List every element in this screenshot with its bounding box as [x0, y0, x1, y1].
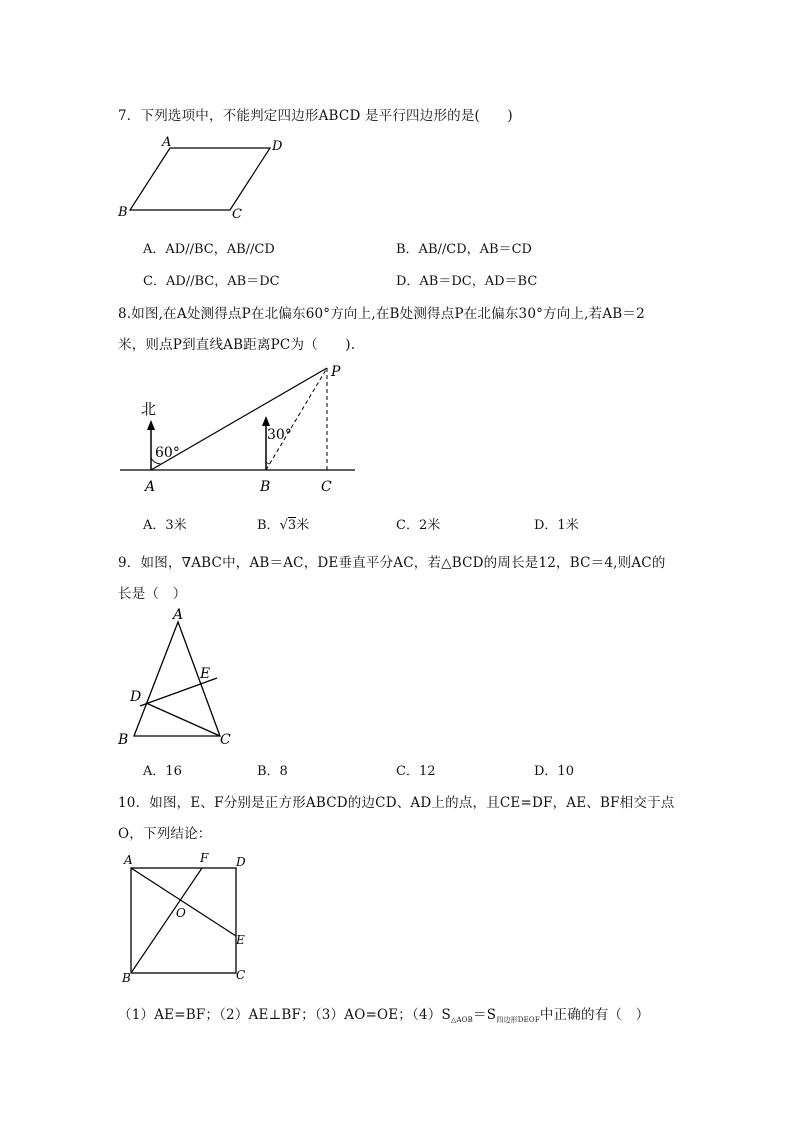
- label-d: D: [130, 689, 142, 705]
- q8-bearing-figure: [115, 360, 365, 500]
- label-b: B: [118, 732, 129, 748]
- q9-triangle-figure: [112, 604, 252, 749]
- north-arrow-a-head: [147, 420, 155, 430]
- sqrt-symbol: √: [279, 518, 288, 533]
- label-d: D: [272, 139, 283, 154]
- label-d: D: [236, 855, 246, 869]
- q7-parallelogram-figure: [110, 130, 300, 225]
- label-a: A: [124, 853, 133, 867]
- q8-option-b-prefix: B．: [257, 518, 280, 533]
- q10-square-figure: [116, 848, 256, 986]
- north-label: 北: [141, 400, 157, 418]
- line-ae: [131, 868, 236, 936]
- q7-option-a[interactable]: A．AD//BC，AB//CD: [143, 242, 275, 257]
- label-c: C: [232, 207, 242, 222]
- q10-conclusions: [118, 1003, 650, 1023]
- label-o: O: [176, 906, 186, 920]
- q8-stem-line1: 8.如图,在A处测得点P在北偏东60°方向上,在B处测得点P在北偏东30°方向上,若AB＝2: [118, 306, 645, 322]
- conclusion-sub1: △AOB: [450, 1016, 474, 1024]
- label-a: A: [162, 135, 172, 150]
- q8-option-c[interactable]: C．2米: [396, 518, 441, 533]
- q8-option-b-radicand: 3: [287, 518, 297, 533]
- label-b: B: [260, 479, 271, 495]
- parallelogram-abcd: [130, 148, 270, 210]
- q7-option-d[interactable]: D．AB＝DC，AD＝BC: [396, 274, 538, 289]
- conclusion-part1: （1）AE=BF；（2）AE⊥BF；（3）AO=OE；（4）S: [118, 1007, 451, 1023]
- q8-option-b[interactable]: [257, 514, 309, 533]
- label-c: C: [321, 479, 332, 495]
- q10-stem-line2: O，下列结论：: [118, 826, 212, 842]
- q7-stem: 7．下列选项中，不能判定四边形ABCD 是平行四边形的是( ): [118, 108, 513, 124]
- line-bp: [266, 368, 327, 470]
- north-arrow-b-head: [262, 416, 270, 426]
- square-abcd: [131, 868, 236, 973]
- q8-stem-line2: 米，则点P到直线AB距离PC为（ ).: [118, 337, 356, 353]
- q8-option-a[interactable]: A．3米: [143, 518, 187, 533]
- label-c: C: [236, 968, 246, 982]
- label-a: A: [173, 607, 184, 623]
- line-dc: [146, 703, 220, 736]
- label-e: E: [236, 933, 245, 947]
- label-b: B: [118, 205, 128, 220]
- label-f: F: [200, 851, 209, 865]
- q7-option-b[interactable]: B．AB//CD，AB＝CD: [396, 242, 532, 257]
- q9-option-d[interactable]: D．10: [534, 764, 574, 779]
- q9-option-b[interactable]: B．8: [257, 764, 288, 779]
- label-c: C: [220, 732, 231, 748]
- q9-option-a[interactable]: A．16: [143, 764, 182, 779]
- angle-60-label: 60°: [155, 445, 180, 461]
- q9-option-c[interactable]: C．12: [396, 764, 436, 779]
- conclusion-sub2: 四边形DEOF: [496, 1016, 540, 1024]
- q9-stem-line1: 9．如图，∇ABC中，AB＝AC，DE垂直平分AC，若△BCD的周长是12，BC＝4,则AC的: [118, 555, 666, 571]
- line-bf: [131, 868, 202, 973]
- label-p: P: [331, 364, 341, 380]
- label-a: A: [145, 479, 156, 495]
- conclusion-part2: ＝S: [473, 1007, 497, 1023]
- q10-stem-line1: 10．如图，E、F分别是正方形ABCD的边CD、AD上的点，且CE=DF，AE、BF相交于点: [118, 795, 675, 811]
- conclusion-part3: 中正确的有（ ）: [539, 1007, 650, 1023]
- q8-option-d[interactable]: D．1米: [534, 518, 579, 533]
- label-b: B: [122, 971, 131, 985]
- label-e: E: [200, 666, 211, 682]
- q7-option-c[interactable]: C．AD//BC，AB＝DC: [143, 274, 280, 289]
- q8-option-b-suffix: 米: [296, 518, 310, 533]
- angle-30-label: 30°: [267, 427, 292, 443]
- q9-stem-line2: 长是（ ）: [118, 586, 187, 602]
